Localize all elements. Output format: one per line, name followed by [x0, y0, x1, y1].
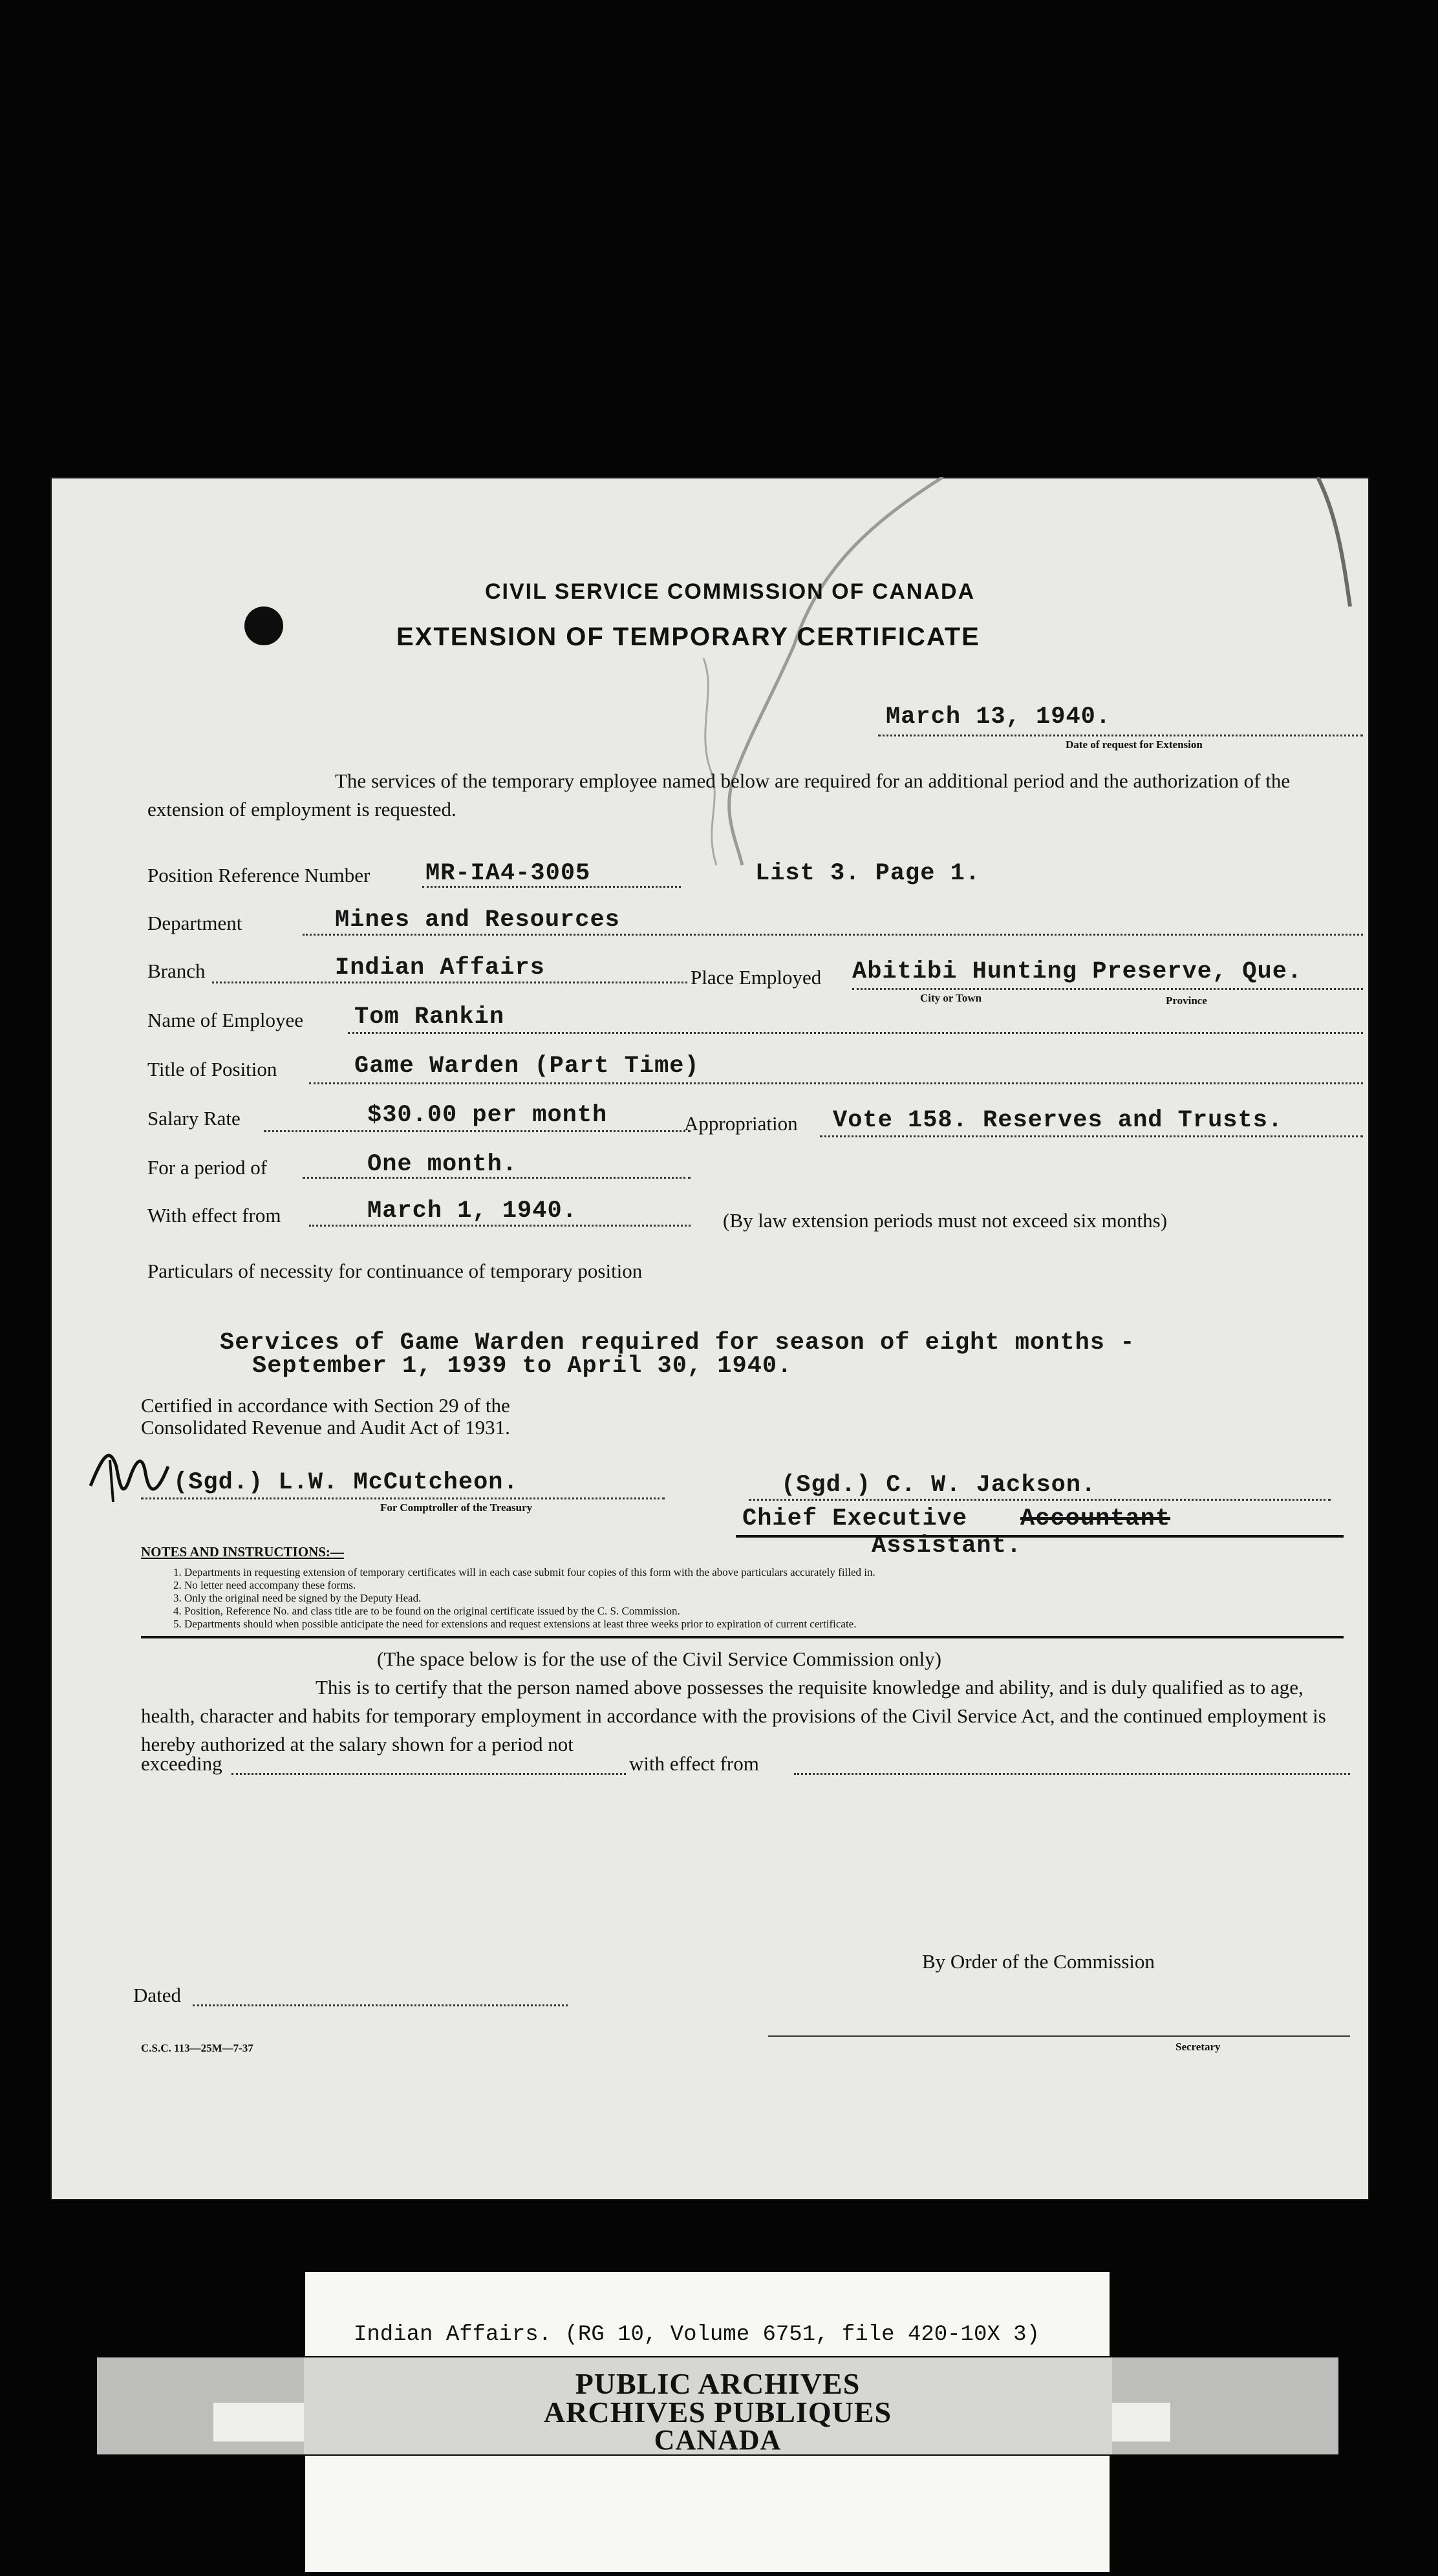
- place-employed-value: Abitibi Hunting Preserve, Que.: [852, 958, 1303, 985]
- branch-value: Indian Affairs: [335, 954, 545, 982]
- stamp-line-1: PUBLIC ARCHIVES: [575, 2367, 861, 2400]
- exceeding-line: [231, 1773, 626, 1775]
- department-line: [303, 934, 1363, 936]
- particulars-line-1: Services of Game Warden required for season of eight months -: [220, 1329, 1135, 1357]
- dated-line: [193, 2004, 568, 2006]
- dated-label: Dated: [133, 1984, 182, 2006]
- salary-line: [264, 1130, 691, 1132]
- stamp-line-3: CANADA: [654, 2424, 782, 2456]
- branch-line: [212, 982, 687, 983]
- certification-line-2: Consolidated Revenue and Audit Act of 1931.: [141, 1416, 510, 1439]
- notes-top-rule: [736, 1535, 1344, 1538]
- note-2: 2. No letter need accompany these forms.: [173, 1579, 356, 1591]
- province-caption: Province: [1166, 994, 1207, 1007]
- request-date-caption: Date of request for Extension: [1066, 738, 1203, 751]
- period-value: One month.: [367, 1151, 518, 1178]
- commission-heading: (The space below is for the use of the Civil Service Commission only): [377, 1648, 941, 1670]
- effect-from-line: [794, 1773, 1350, 1775]
- title-line: [309, 1082, 1363, 1084]
- particulars-label: Particulars of necessity for continuance of temporary position: [147, 1260, 643, 1282]
- effect-label: With effect from: [147, 1204, 281, 1227]
- appropriation-line: [820, 1135, 1363, 1137]
- position-reference-label: Position Reference Number: [147, 864, 370, 886]
- city-caption: City or Town: [920, 992, 982, 1004]
- request-date-line: [878, 735, 1363, 736]
- effect-value: March 1, 1940.: [367, 1197, 577, 1225]
- note-4: 4. Position, Reference No. and class title are to be found on the original certificate issued by the C. S. Commission.: [173, 1605, 680, 1617]
- notes-bottom-rule: [141, 1636, 1344, 1638]
- left-signature-line: [141, 1497, 665, 1499]
- ink-spot: [244, 606, 283, 645]
- archive-label-bottom: [305, 2456, 1110, 2572]
- salary-label: Salary Rate: [147, 1107, 241, 1130]
- agency-name: CIVIL SERVICE COMMISSION OF CANADA: [485, 579, 976, 604]
- right-signature-line: [749, 1499, 1331, 1501]
- employee-value: Tom Rankin: [354, 1004, 505, 1031]
- commission-body: This is to certify that the person named above possesses the requisite knowledge and ability, and is duly qualified as to age, health, character and habits for temporary employment in accordance with the provisions of the Civil Service Act, and the continued employment is hereby authorized at the salary shown for a period not: [141, 1676, 1326, 1755]
- law-note: (By law extension periods must not exceed six months): [723, 1209, 1168, 1232]
- period-line: [303, 1177, 691, 1179]
- title-value: Game Warden (Part Time): [354, 1053, 700, 1080]
- form-code: C.S.C. 113—25M—7-37: [141, 2042, 253, 2054]
- note-5: 5. Departments should when possible anticipate the need for extensions and request extensions at least three weeks prior to expiration of current certificate.: [173, 1618, 857, 1630]
- secretary-line: [768, 2035, 1350, 2037]
- list-value: List 3. Page 1.: [755, 860, 981, 887]
- archive-reference-card: [305, 2272, 1110, 2356]
- form-title: EXTENSION OF TEMPORARY CERTIFICATE: [396, 623, 980, 651]
- effect-line: [309, 1225, 691, 1227]
- place-employed-line: [852, 988, 1363, 990]
- intro-paragraph: The services of the temporary employee named below are required for an additional period and the authorization of the extension of employment is requested.: [147, 769, 1291, 821]
- salary-value: $30.00 per month: [367, 1102, 608, 1129]
- period-label: For a period of: [147, 1156, 268, 1179]
- right-signature-title: Chief Executive: [742, 1505, 968, 1532]
- department-value: Mines and Resources: [335, 907, 620, 934]
- notes-heading: NOTES AND INSTRUCTIONS:—: [141, 1544, 344, 1560]
- appropriation-value: Vote 158. Reserves and Trusts.: [833, 1107, 1283, 1134]
- left-signature-caption: For Comptroller of the Treasury: [380, 1501, 533, 1514]
- left-signature: (Sgd.) L.W. McCutcheon.: [173, 1469, 519, 1496]
- position-reference-value: MR-IA4-3005: [425, 860, 591, 887]
- appropriation-label: Appropriation: [684, 1112, 798, 1135]
- effect-from-label: with effect from: [629, 1752, 759, 1775]
- employee-line: [348, 1032, 1363, 1034]
- certificate-sheet: [50, 477, 1369, 2200]
- employee-label: Name of Employee: [147, 1009, 304, 1031]
- position-reference-line: [422, 886, 681, 888]
- title-label: Title of Position: [147, 1058, 277, 1080]
- secretary-caption: Secretary: [1175, 2041, 1221, 2053]
- note-1: 1. Departments in requesting extension of temporary certificates will in each case submit four copies of this form with the above particulars accurately filled in.: [173, 1566, 875, 1578]
- branch-label: Branch: [147, 960, 206, 982]
- right-signature-title-2: Assistant.: [872, 1532, 1022, 1560]
- request-date: March 13, 1940.: [886, 703, 1111, 731]
- department-label: Department: [147, 912, 242, 934]
- by-order: By Order of the Commission: [922, 1950, 1155, 1973]
- certification-line-1: Certified in accordance with Section 29 of the: [141, 1394, 510, 1417]
- archive-stamp-band: [97, 2357, 1338, 2454]
- note-3: 3. Only the original need be signed by the Deputy Head.: [173, 1592, 422, 1604]
- right-signature: (Sgd.) C. W. Jackson.: [781, 1472, 1097, 1499]
- exceeding-label: exceeding: [141, 1752, 222, 1775]
- initials-signature: [84, 1441, 181, 1512]
- struck-title: Accountant: [1020, 1505, 1171, 1532]
- particulars-line-2: September 1, 1939 to April 30, 1940.: [252, 1353, 793, 1380]
- archive-reference: Indian Affairs. (RG 10, Volume 6751, file 420-10X 3): [354, 2323, 1040, 2347]
- stamp-line-2: ARCHIVES PUBLIQUES: [543, 2396, 892, 2429]
- place-employed-label: Place Employed: [691, 966, 822, 989]
